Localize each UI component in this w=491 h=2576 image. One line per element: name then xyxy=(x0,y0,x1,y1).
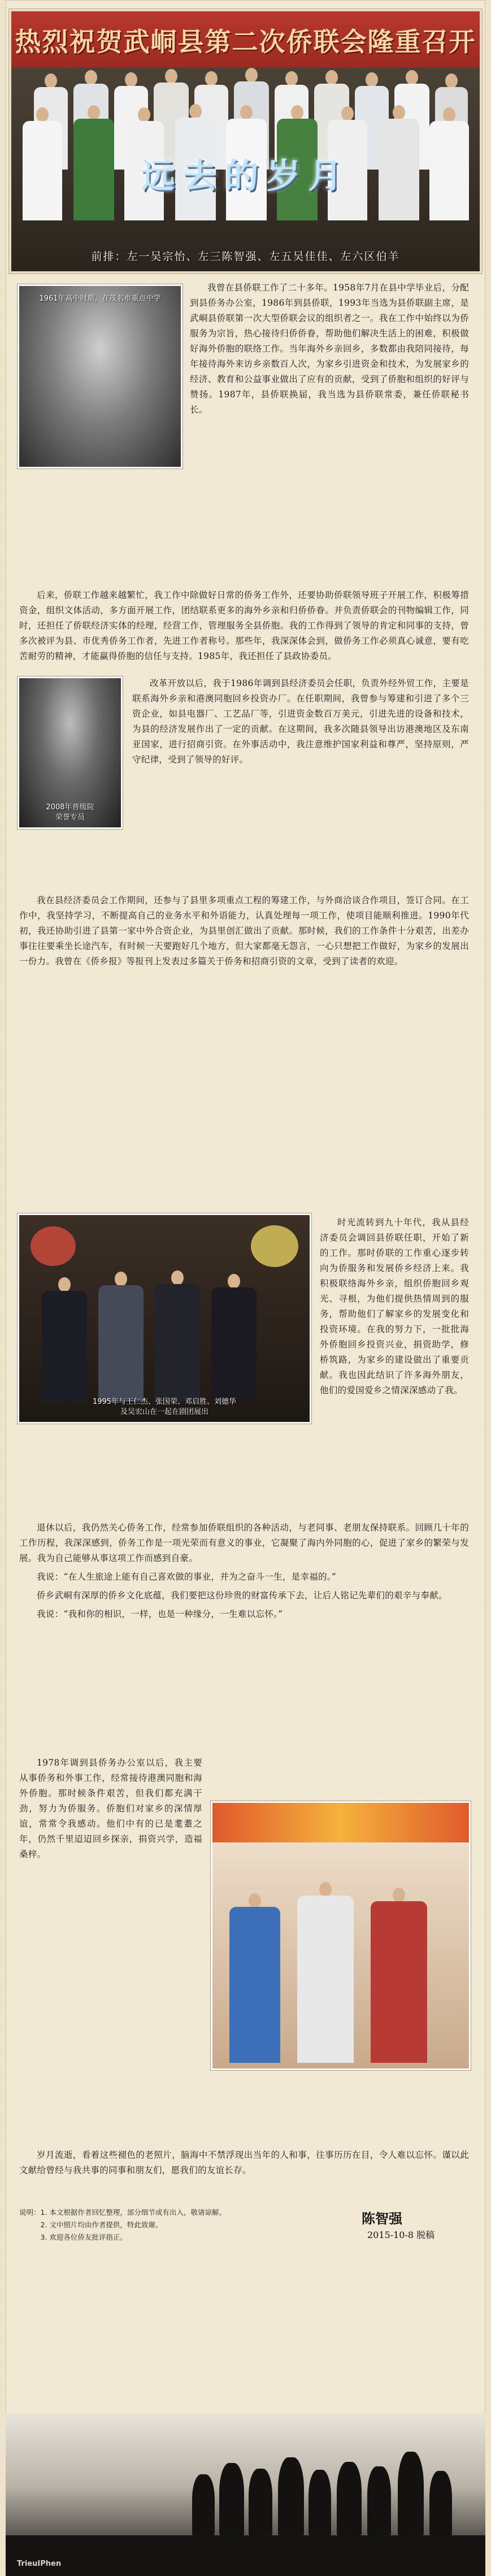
silhouette-figure xyxy=(308,2470,331,2536)
silhouette-figure xyxy=(337,2462,362,2536)
notes xyxy=(19,2206,313,2244)
person-figure xyxy=(211,1274,257,1402)
portrait-photo xyxy=(19,286,181,467)
silhouette-figure xyxy=(398,2452,424,2536)
author-signature: 陈智强 xyxy=(362,2210,402,2227)
header-photo xyxy=(11,11,480,271)
photo-caption: 前排：左一吴宗怡、左三陈智强、左五吴佳佳、左六区伯羊 xyxy=(91,250,400,263)
page-title: 远去的岁月 xyxy=(141,157,350,196)
article-section-8 xyxy=(19,2148,469,2178)
article-section-3 xyxy=(132,676,469,767)
note-item: 2. 文中照片均由作者提供，特此致谢。 xyxy=(40,2221,163,2229)
silhouette-figure xyxy=(249,2469,272,2536)
article-paragraph: 侨乡武峒有深厚的侨乡文化底蕴，我们要把这份珍贵的财富传承下去，让后人铭记先辈们的艰辛与奉献。 xyxy=(37,1590,447,1601)
article-section-4 xyxy=(19,893,469,969)
silhouette-figure xyxy=(367,2466,391,2536)
family-photo xyxy=(212,1803,469,2068)
person-figure xyxy=(297,1882,354,2063)
article-paragraph: 我说：“在人生旅途上能有自己喜欢做的事业，并为之奋斗一生，是幸福的。” xyxy=(37,1572,337,1582)
silhouette-figure xyxy=(219,2463,244,2536)
silhouette-figure xyxy=(429,2471,452,2536)
person-figure xyxy=(155,1270,200,1402)
article-paragraph: 后来，侨联工作越来越繁忙，我工作中除做好日常的侨务工作外，还要协助侨联领导班子开展工作，积极筹措资金，组织文体活动，多方面开展工作，团结联系更多的海外乡亲和归侨侨眷。并负责侨联会的刊物编辑工作，同时，还担任了侨联经济实体的经理，经营工作，管理服务全县侨胞。我的工作得到了领导的肯定和同事的支持，曾多次被评为县、市优秀侨务工作者，先进工作者称号。那些年，我深深体会到，做侨务工作必须真心诚意，要有吃苦耐劳的精神，才能赢得侨胞的信任与支持。1985年，我还担任了县政协委员。 xyxy=(19,590,469,661)
article-section-7 xyxy=(19,1755,202,1862)
person-figure xyxy=(42,1277,87,1402)
note-item: 1. 本文根据作者回忆整理，部分细节或有出入，敬请谅解。 xyxy=(40,2208,226,2217)
notes-label: 说明： xyxy=(19,2208,41,2217)
person-figure xyxy=(229,1893,280,2063)
portrait-photo-2 xyxy=(19,678,121,827)
person-figure xyxy=(371,1888,427,2063)
portrait-caption: 2008年晋级院 荣誉专员 xyxy=(46,803,94,822)
silhouette-figure xyxy=(278,2457,304,2536)
person-figure xyxy=(98,1272,144,1402)
article-paragraph: 我说：“我和你的相识，一样，也是一种缘分，一生难以忘怀。” xyxy=(37,1609,283,1619)
portrait-caption: 1961年高中时期，在茂名市重点中学 xyxy=(39,294,161,303)
article-paragraph: 改革开放以后，我于1986年调到县经济委员会任职，负责外经外贸工作，主要是联系海外乡亲和港澳同胞回乡投资办厂。在任职期间，我曾参与筹建和引进了多个三资企业，如县电器厂、工艺品厂等，引进资金数百万美元，引进先进的设备和技术，为县的经济发展作出了一定的贡献。在这期间，我多次随县领导出访港澳地区及东南亚国家，进行招商引资。在外事活动中，我注意维护国家利益和尊严，坚持原则，严守纪律，受到了领导的好评。 xyxy=(132,678,469,765)
article-section-2 xyxy=(19,588,469,664)
article-paragraph: 我曾在县侨联工作了二十多年。1958年7月在县中学毕业后，分配到县侨务办公室，1986年到县侨联，1993年当选为县侨联副主席，是武峒县侨联第一次大型侨联会议的组织者之一。我在工作中始终以为侨服务为宗旨，热心接待归侨侨眷，帮助他们解决生活上的困难，积极做好海外侨胞的联络工作。当年海外乡亲回乡，多数都由我陪同接待，每年接待海外来访乡亲数百人次，为家乡引进资金和技术，为发展家乡的经济、教育和公益事业做出了应有的贡献，受到了侨胞和组织的好评与赞扬。1987年，县侨联换届，我当选为县侨联常委，兼任侨联秘书长。 xyxy=(190,283,469,415)
footer-brand: TrieuIPhen xyxy=(17,2560,62,2568)
article-paragraph: 岁月流逝，看着这些褪色的老照片，脑海中不禁浮现出当年的人和事，往事历历在目，令人难以忘怀。谨以此文献给曾经与我共事的同事和朋友们，愿我们的友谊长存。 xyxy=(19,2150,469,2175)
article-paragraph: 1978年调到县侨务办公室以后，我主要从事侨务和外事工作，经常接待港澳同胞和海外侨胞。那时候条件艰苦，但我们都充满干劲，努力为侨服务。侨胞们对家乡的深情厚谊，常常令我感动。他们中有的已是耄耋之年，仍然千里迢迢回乡探亲，捐资兴学，造福桑梓。 xyxy=(19,1758,202,1859)
footer-image xyxy=(6,2413,485,2576)
group-photo-caption: 1995年与王仁杰、张国荣、邓启胜、刘德华 及吴宏山在一起在剧团展出 xyxy=(92,1398,237,1416)
note-item: 3. 欢迎各位侨友批评指正。 xyxy=(40,2233,127,2241)
article-section-1 xyxy=(190,280,469,418)
signature-date: 2015-10-8 脱稿 xyxy=(367,2230,435,2240)
article-paragraph: 退休以后，我仍然关心侨务工作，经常参加侨联组织的各种活动，与老同事、老朋友保持联系。回顾几十年的工作历程，我深深感到，侨务工作是一项光荣而有意义的事业，它凝聚了海内外同胞的心，促进了家乡的繁荣与发展。我为自己能够从事这项工作而感到自豪。 xyxy=(19,1523,469,1563)
silhouette-figure xyxy=(192,2474,215,2536)
banner xyxy=(11,11,480,68)
article-paragraph: 时光流转到九十年代，我从县经济委员会调回县侨联任职，开始了新的工作。那时侨联的工作重心逐步转向为侨服务和发展侨乡经济上来。我积极联络海外乡亲，组织侨胞回乡观光、寻根，为他们提供热情周到的服务，帮助他们了解家乡的发展变化和投资环境。在我的努力下，一批批海外侨胞回乡投资兴业，捐资助学，修桥筑路，为家乡的建设做出了重要贡献。我也因此结识了许多海外朋友，他们的爱国爱乡之情深深感动了我。 xyxy=(320,1217,469,1395)
article-section-6 xyxy=(19,1520,469,1622)
article-section-5 xyxy=(320,1215,469,1398)
group-photo xyxy=(19,1215,310,1422)
article-paragraph: 我在县经济委员会工作期间，还参与了县里多项重点工程的筹建工作，与外商洽谈合作项目，签订合同。在工作中，我坚持学习，不断提高自己的业务水平和外语能力，认真处理每一项工作，使项目能顺利推进。1990年代初，我还协助引进了县第一家中外合资企业，为县里创汇做出了贡献。那时候，我们的工作条件十分艰苦，出差办事往往要乘坐长途汽车，有时候一天要跑好几个地方，但大家都毫无怨言，一心只想把工作做好，为家乡的发展出一份力。我曾在《侨乡报》等报刊上发表过多篇关于侨务和招商引资的文章，受到了读者的欢迎。 xyxy=(19,895,469,966)
banner-text: 热烈祝贺武峒县第二次侨联会隆重召开 xyxy=(15,27,476,57)
